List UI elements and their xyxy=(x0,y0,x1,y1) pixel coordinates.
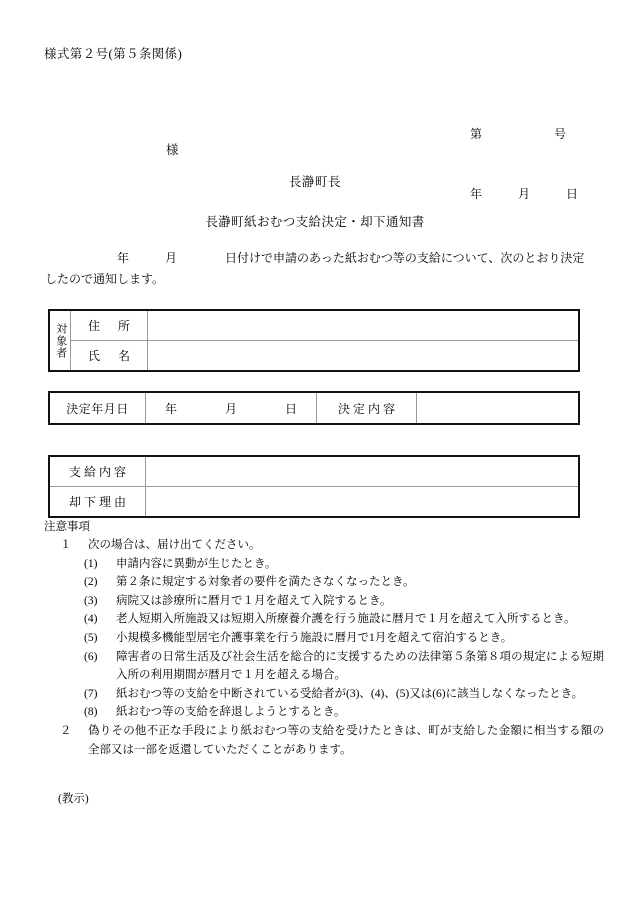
intro-body-text: 申請のあった紙おむつ等の支給について、次のとおり決定したので通知します。 xyxy=(45,251,585,286)
note-marker: (5) xyxy=(84,631,98,644)
note-item xyxy=(44,703,604,722)
intro-date-blanks: 年 月 日付けで xyxy=(45,251,274,265)
note-text: 紙おむつ等の支給を中断されている受給者が(3)、(4)、(5)又は(6)に該当しなくなったとき。 xyxy=(116,687,584,700)
issuer-name: 長瀞町長 xyxy=(288,175,342,189)
note-text: 次の場合は、届け出てください。 xyxy=(88,539,261,551)
supply-contents-label: 支給内容 xyxy=(49,456,146,487)
note-item xyxy=(44,555,604,574)
note-item xyxy=(44,536,604,555)
note-item xyxy=(44,722,604,759)
note-text: 病院又は診療所に暦月で１月を超えて入院するとき。 xyxy=(116,594,392,607)
table-row xyxy=(49,392,579,424)
note-text: 第２条に規定する対象者の要件を満たさなくなったとき。 xyxy=(116,576,415,589)
subject-table xyxy=(48,309,580,372)
decision-date-value[interactable]: 年 月 日 xyxy=(146,392,317,424)
note-text: 老人短期入所施設又は短期入所療養介護を行う施設に暦月で１月を超えて入所するとき。 xyxy=(116,613,576,626)
note-item xyxy=(44,610,604,629)
decision-date-label: 決定年月日 xyxy=(49,392,146,424)
note-text: 障害者の日常生活及び社会生活を総合的に支援するための法律第５条第８項の規定による短期入所の利用期間が暦月で１月を超える場合。 xyxy=(116,650,604,682)
subject-group-label xyxy=(49,310,71,371)
note-text: 紙おむつ等の支給を辞退しようとするとき。 xyxy=(116,706,346,719)
intro-paragraph xyxy=(45,248,590,290)
note-marker: ２ xyxy=(60,724,72,737)
note-marker: (8) xyxy=(84,706,98,719)
subject-name-value[interactable] xyxy=(148,341,580,372)
note-text: 申請内容に異動が生じたとき。 xyxy=(116,557,277,570)
note-text: 偽りその他不正な手段により紙おむつ等の支給を受けたときは、町が支給した金額に相当する額の全部又は一部を返還していただくことがあります。 xyxy=(88,724,604,756)
note-item xyxy=(44,629,604,648)
table-row xyxy=(49,341,579,372)
table-row xyxy=(49,487,579,518)
subject-name-label: 氏 名 xyxy=(71,341,148,372)
decision-content-label: 決定内容 xyxy=(317,392,417,424)
note-item xyxy=(44,648,604,685)
note-marker: (7) xyxy=(84,687,98,700)
note-item xyxy=(44,573,604,592)
rejection-reason-value[interactable] xyxy=(146,487,580,518)
decision-content-value[interactable] xyxy=(417,392,580,424)
subject-group-label-text: 対象者 xyxy=(54,322,67,359)
note-marker: (2) xyxy=(84,576,98,589)
decision-table xyxy=(48,391,580,425)
note-marker: (1) xyxy=(84,557,98,570)
addressee-honorific: 様 xyxy=(166,143,179,157)
document-title: 長瀞町紙おむつ支給決定・却下通知書 xyxy=(205,215,425,229)
note-item xyxy=(44,592,604,611)
form-number-label: 様式第２号(第５条関係) xyxy=(44,47,183,61)
subject-address-label: 住 所 xyxy=(71,310,148,341)
document-date-line: 年 月 日 xyxy=(470,187,579,201)
note-marker: (3) xyxy=(84,594,98,607)
subject-address-value[interactable] xyxy=(148,310,580,341)
instruction-label: (教示) xyxy=(58,793,89,805)
table-row xyxy=(49,456,579,487)
note-marker: (6) xyxy=(84,650,98,663)
rejection-reason-label: 却下理由 xyxy=(49,487,146,518)
note-text: 小規模多機能型居宅介護事業を行う施設に暦月で1月を超えて宿泊するとき。 xyxy=(116,631,513,644)
note-item xyxy=(44,685,604,704)
document-number-line: 第 号 xyxy=(470,127,567,141)
note-marker: １ xyxy=(60,539,72,551)
notes-heading: 注意事項 xyxy=(44,521,90,533)
supply-contents-value[interactable] xyxy=(146,456,580,487)
table-row xyxy=(49,310,579,341)
note-marker: (4) xyxy=(84,613,98,626)
contents-table xyxy=(48,455,580,518)
notes-section xyxy=(44,519,604,759)
